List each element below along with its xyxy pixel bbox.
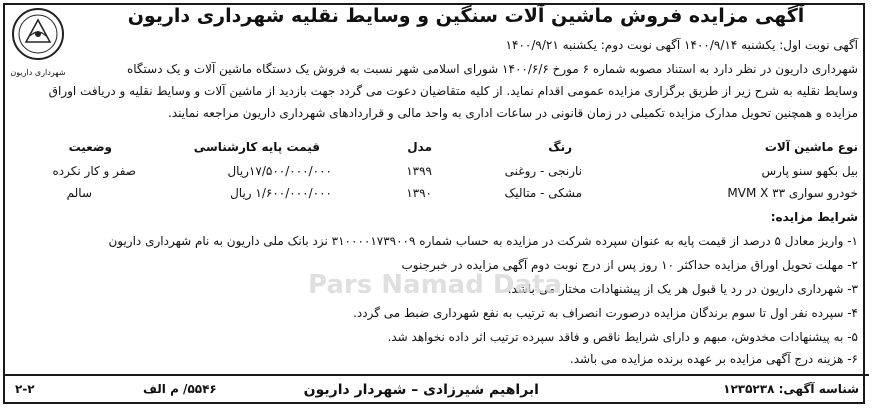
- table-row-1-model: ۱۳۹۹: [406, 164, 432, 178]
- table-row-2-status: سالم: [66, 186, 92, 200]
- condition-item-4: ۴- سپرده نفر اول تا سوم برندگان مزایده درصورت انصراف به ترتیب به نفع شهرداری ضبط می گردد.: [353, 306, 858, 320]
- logo-caption: شهرداری داریون: [10, 68, 66, 77]
- footer-code: ۲-۲: [15, 382, 35, 396]
- emblem-icon: [10, 6, 66, 66]
- condition-item-6: ۶- هزینه درج آگهی مزایده بر عهده برنده مزایده می باشد.: [569, 352, 858, 366]
- table-row-2-type: خودرو سواری MVM X ۳۳: [727, 186, 858, 200]
- conditions-heading: شرایط مزایده:: [770, 210, 858, 224]
- condition-item-3: ۳- شهرداری داریون در رد یا قبول هر یک از پیشنهادات مختار می باشد.: [507, 282, 858, 296]
- table-row-1-color: نارنجی - روغنی: [504, 164, 582, 178]
- table-row-1-price: ۱۷/۵۰۰/۰۰۰/۰۰۰ریال: [227, 164, 332, 178]
- table-row-1-type: بیل بکهو سنو پارس: [761, 164, 858, 178]
- table-header-price: قیمت پایه کارشناسی: [193, 140, 320, 154]
- table-header-type: نوع ماشین آلات: [764, 140, 858, 154]
- table-row-2-price: ۱/۶۰۰/۰۰۰/۰۰۰ ریال: [230, 186, 332, 200]
- table-header-color: رنگ: [548, 140, 572, 154]
- notice-title: آگهی مزایده فروش ماشین آلات سنگین و وسایط نقلیه شهرداری داریون: [127, 5, 805, 27]
- intro-line-3: مزایده و همچنین تحویل مدارک مزایده تکمیلی در زمان قانونی در ساعات اداری به واحد مالی و قراردادهای شهرداری داریون مراجعه نمایند.: [168, 106, 858, 120]
- table-row-1-status: صفر و کار نکرده: [52, 164, 136, 178]
- footer-ad-id: شناسه آگهی: ۱۲۳۵۲۳۸: [723, 382, 859, 396]
- notice-dates: آگهی نوبت اول: یکشنبه ۱۴۰۰/۹/۱۴ آگهی نوبت دوم: یکشنبه ۱۴۰۰/۹/۲۱: [505, 38, 858, 52]
- table-header-model: مدل: [407, 140, 432, 154]
- footer-bar: [3, 374, 869, 406]
- condition-item-5: ۵- به پیشنهادات مخدوش، مبهم و دارای شرایط ناقص و فاقد سپرده ترتیب اثر داده نخواهد شد.: [387, 330, 858, 344]
- watermark-text: Pars Namad Data: [308, 270, 562, 300]
- intro-line-1: شهرداری داریون در نظر دارد به استناد مصوبه شماره ۶ مورخ ۱۴۰۰/۶/۶ شورای اسلامی شهر نسبت به فروش یک دستگاه ماشین آلات و یک دستگاه: [126, 62, 858, 76]
- footer-signature: ابراهیم شیرزادی – شهردار داریون: [303, 382, 539, 398]
- condition-item-2: ۲- مهلت تحویل اوراق مزایده حداکثر ۱۰ روز پس از درج نوبت دوم آگهی مزایده در خبرجنوب: [401, 258, 858, 272]
- table-header-status: وضعیت: [68, 140, 112, 154]
- condition-item-1: ۱- واریز معادل ۵ درصد از قیمت پایه به عنوان سپرده شرکت در مزایده به حساب شماره ۳۱۰۰۰۰۱۷۳۹۰۰۹ نزد بانک ملی داریون به نام شهرداری داریون: [108, 234, 858, 248]
- footer-ref: ۵۵۴۶/ م الف: [143, 382, 217, 396]
- table-row-2-color: مشکی - متالیک: [504, 186, 582, 200]
- intro-line-2: وسایط نقلیه به شرح زیر از طریق برگزاری مزایده عمومی اقدام نماید. از کلیه متقاضیان دعوت می گردد جهت بازدید از ماشین آلات و وسایط نقلیه و دریافت اوراق: [48, 84, 858, 98]
- table-row-2-model: ۱۳۹۰: [406, 186, 432, 200]
